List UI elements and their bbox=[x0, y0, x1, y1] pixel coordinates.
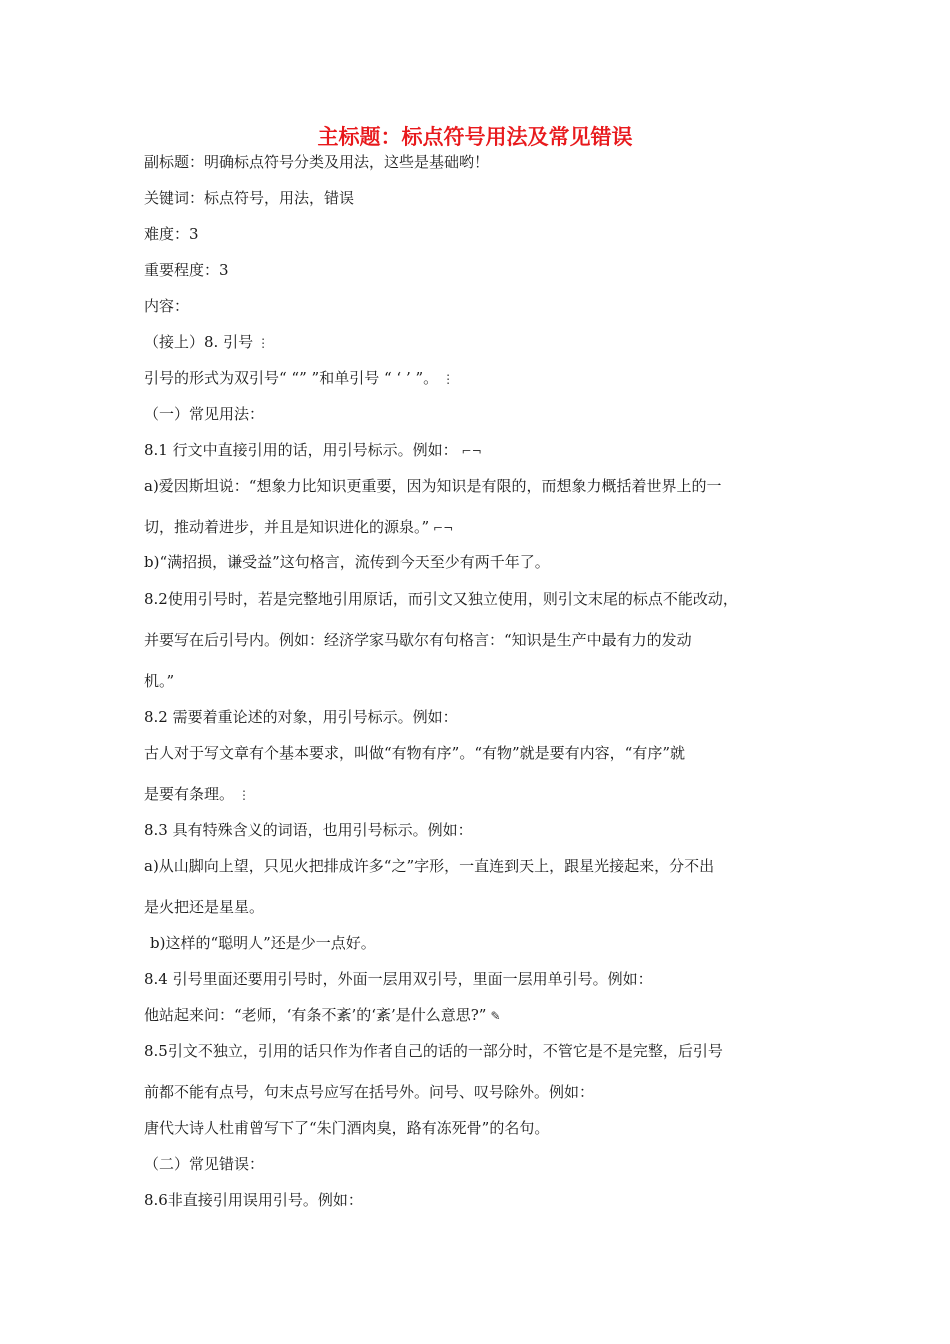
paragraph-text: 8.1 行文中直接引用的话，用引号标示。例如： bbox=[144, 441, 458, 459]
difficulty: 难度：3 bbox=[144, 225, 199, 243]
subsection-heading: （二）常见错误： bbox=[144, 1155, 265, 1173]
paragraph-line: 8.2使用引号时，若是完整地引用原话，而引文又独立使用，则引文末尾的标点不能改动， bbox=[144, 590, 738, 608]
paragraph-line: 唐代大诗人杜甫曾写下了“朱门酒肉臭，路有冻死骨”的名句。 bbox=[144, 1119, 550, 1137]
importance: 重要程度：3 bbox=[144, 261, 229, 279]
section-heading-quotes bbox=[144, 330, 844, 355]
vdots-mark: ⋮ bbox=[238, 788, 251, 802]
paragraph-line bbox=[144, 366, 844, 391]
paragraph-line: 是火把还是星星。 bbox=[144, 898, 265, 916]
paragraph-line: 并要写在后引号内。例如：经济学家马歇尔有句格言：“知识是生产中最有力的发动 bbox=[144, 631, 692, 649]
paragraph-line: 8.3 具有特殊含义的词语，也用引号标示。例如： bbox=[144, 821, 473, 839]
main-title: 主标题：标点符号用法及常见错误 bbox=[317, 125, 633, 149]
paragraph-line: 8.4 引号里面还要用引号时，外面一层用双引号，里面一层用单引号。例如： bbox=[144, 970, 653, 988]
paragraph-line: 8.6非直接引用误用引号。例如： bbox=[144, 1191, 363, 1209]
subtitle: 副标题：明确标点符号分类及用法，这些是基础哟！ bbox=[144, 153, 490, 171]
paragraph-line: a)爱因斯坦说：“想象力比知识更重要，因为知识是有限的，而想象力概括着世界上的一 bbox=[144, 477, 722, 495]
paragraph-line bbox=[144, 515, 844, 540]
paragraph-text: 切，推动着进步，并且是知识进化的源泉。” bbox=[144, 518, 430, 536]
paragraph-line: b)“满招损，谦受益”这句格言，流传到今天至少有两千年了。 bbox=[144, 553, 550, 571]
paragraph-line: 机。” bbox=[144, 672, 175, 690]
bracket-mark: ⌐¬ bbox=[433, 521, 454, 535]
paragraph-line: 古人对于写文章有个基本要求，叫做“有物有序”。“有物”就是要有内容，“有序”就 bbox=[144, 744, 686, 762]
paragraph-line bbox=[144, 438, 844, 463]
paragraph-text: 是要有条理。 bbox=[144, 785, 235, 803]
paragraph-line bbox=[144, 782, 844, 807]
paragraph-text: 引号的形式为双引号“ “” ”和单引号 “ ‘ ’ ”。 bbox=[144, 369, 439, 387]
scribble-mark: ✎ bbox=[490, 1009, 501, 1023]
paragraph-line: b)这样的“聪明人”还是少一点好。 bbox=[150, 934, 376, 952]
bracket-mark: ⌐¬ bbox=[461, 444, 482, 458]
vdots-mark: ⋮ bbox=[257, 336, 270, 350]
paragraph-line: 8.5引文不独立，引用的话只作为作者自己的话的一部分时，不管它是不是完整，后引号 bbox=[144, 1042, 723, 1060]
keywords: 关键词：标点符号，用法，错误 bbox=[144, 189, 355, 207]
content-label: 内容： bbox=[144, 297, 190, 315]
vdots-mark: ⋮ bbox=[442, 372, 455, 386]
paragraph-line bbox=[144, 1003, 844, 1028]
section-heading-text: （接上）8. 引号 bbox=[144, 333, 254, 351]
paragraph-line: 前都不能有点号，句末点号应写在括号外。问号、叹号除外。例如： bbox=[144, 1083, 595, 1101]
subsection-heading: （一）常见用法： bbox=[144, 405, 265, 423]
paragraph-line: 8.2 需要着重论述的对象，用引号标示。例如： bbox=[144, 708, 458, 726]
paragraph-text: 他站起来问：“老师，‘有条不紊’的‘紊’是什么意思?” bbox=[144, 1006, 487, 1024]
paragraph-line: a)从山脚向上望，只见火把排成许多“之”字形，一直连到天上，跟星光接起来，分不出 bbox=[144, 857, 715, 875]
